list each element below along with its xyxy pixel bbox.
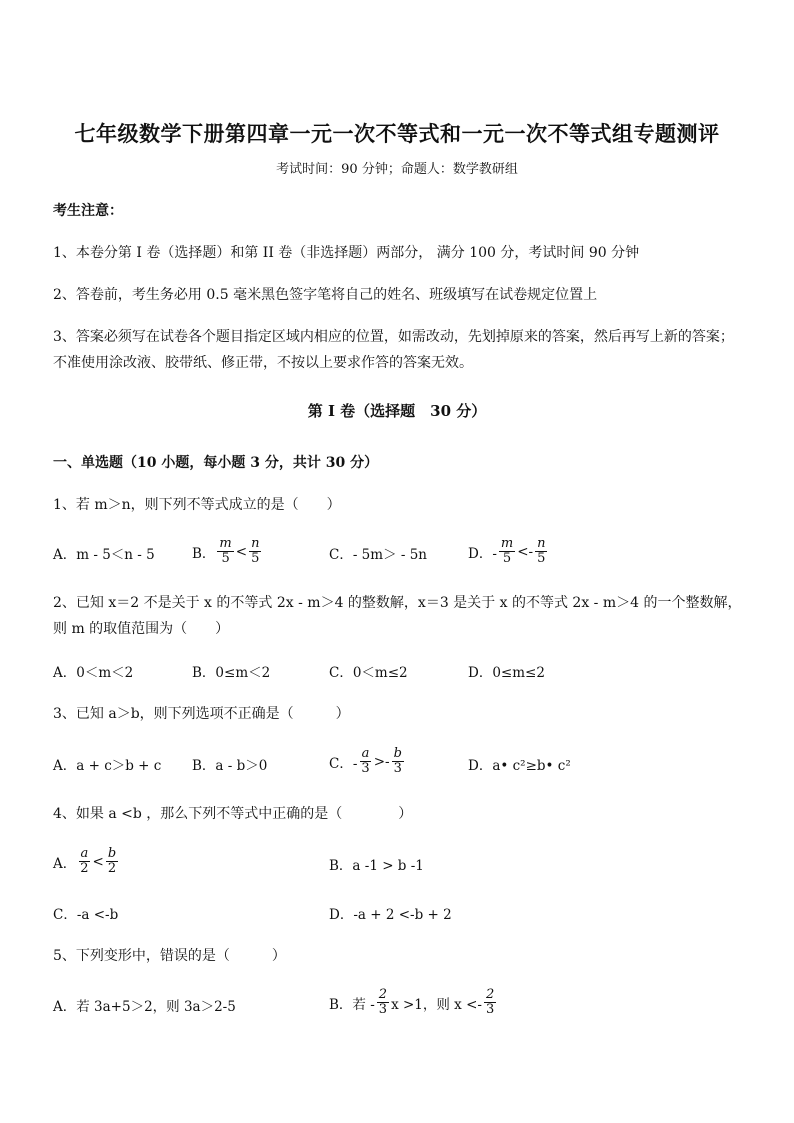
option-text: D．0≤m≤2 xyxy=(468,665,545,681)
option-prefix: A． xyxy=(53,855,77,872)
numerator: 2 xyxy=(378,987,388,1002)
option-prefix: B．若 - xyxy=(329,996,375,1013)
denominator: 5 xyxy=(502,551,512,566)
option-text: C．-a <-b xyxy=(53,907,119,923)
fraction xyxy=(392,747,404,776)
fraction xyxy=(78,847,90,876)
operator: < xyxy=(92,853,104,870)
numerator: m xyxy=(219,536,232,551)
part-heading: 一、单选题（10 小题，每小题 3 分，共计 30 分） xyxy=(53,455,379,471)
numerator: b xyxy=(107,846,117,861)
page-title: 七年级数学下册第四章一元一次不等式和一元一次不等式组专题测评 xyxy=(74,121,720,146)
question-3-option-c[interactable] xyxy=(329,747,406,776)
option-text: B．a -1 > b -1 xyxy=(329,858,424,874)
fraction xyxy=(499,537,515,566)
numerator: 2 xyxy=(485,987,495,1002)
denominator: 2 xyxy=(80,861,89,876)
section-title: 第 I 卷（选择题 30 分） xyxy=(307,402,487,420)
option-text: A．a + c＞b + c xyxy=(53,758,162,774)
option-text: A．m - 5＜n - 5 xyxy=(53,547,155,563)
numerator: m xyxy=(500,536,514,551)
question-3-option-a[interactable] xyxy=(53,754,161,774)
question-3-option-d[interactable] xyxy=(468,754,571,774)
option-text: B．a - b＞0 xyxy=(192,758,268,774)
fraction xyxy=(249,537,261,566)
fraction xyxy=(535,537,547,566)
question-2-option-b[interactable] xyxy=(192,661,270,681)
option-text: C．0＜m≤2 xyxy=(329,665,408,681)
question-2-option-c[interactable] xyxy=(329,661,408,681)
option-text: A．若 3a+5＞2，则 3a＞2-5 xyxy=(53,999,236,1015)
fraction xyxy=(217,537,233,566)
question-2-option-a[interactable] xyxy=(53,661,133,681)
numerator: a xyxy=(80,846,89,861)
denominator: 5 xyxy=(537,551,546,566)
question-2-stem: 2、已知 x＝2 不是关于 x 的不等式 2x - m＞4 的整数解，x＝3 是关于 x 的不等式 2x - m＞4 的一个整数解，则 m 的取值范围为（ ） xyxy=(53,595,742,637)
option-text: D．-a + 2 <-b + 2 xyxy=(329,907,452,923)
question-1-option-d[interactable] xyxy=(468,537,549,566)
fraction xyxy=(377,988,389,1017)
question-4-option-c[interactable] xyxy=(53,903,118,923)
denominator: 5 xyxy=(251,551,260,566)
exam-info: 考试时间：90 分钟；命题人：数学教研组 xyxy=(276,162,518,177)
denominator: 3 xyxy=(393,761,402,776)
question-4-option-b[interactable] xyxy=(329,854,424,874)
notice-item-1: 1、本卷分第 I 卷（选择题）和第 II 卷（非选择题）两部分， 满分 100 分，考试时间 90 分钟 xyxy=(53,245,640,261)
question-1-option-c[interactable] xyxy=(329,543,427,563)
denominator: 3 xyxy=(485,1002,495,1017)
option-prefix: D．- xyxy=(468,545,497,562)
notice-item-3: 3、答案必须写在试卷各个题目指定区域内相应的位置，如需改动，先划掉原来的答案，然后再写上新的答案；不准使用涂改液、胶带纸、修正带，不按以上要求作答的答案无效。 xyxy=(53,329,734,371)
option-text: C．- 5m＞ - 5n xyxy=(329,547,428,563)
fraction xyxy=(359,747,371,776)
question-1-option-a[interactable] xyxy=(53,543,155,563)
operator: >- xyxy=(373,753,390,770)
question-5-option-b[interactable] xyxy=(329,988,498,1017)
option-prefix: C．- xyxy=(329,755,358,772)
question-3-stem: 3、已知 a＞b，则下列选项不正确是（ ） xyxy=(53,706,350,722)
fraction xyxy=(106,847,118,876)
question-4-option-a[interactable] xyxy=(53,847,120,876)
question-5-option-a[interactable] xyxy=(53,995,236,1015)
denominator: 2 xyxy=(107,861,117,876)
numerator: a xyxy=(361,746,370,761)
option-text: A．0＜m＜2 xyxy=(53,665,134,681)
fraction xyxy=(484,988,496,1017)
question-4-option-d[interactable] xyxy=(329,903,452,923)
numerator: b xyxy=(393,746,402,761)
question-3-option-b[interactable] xyxy=(192,754,267,774)
option-prefix: B． xyxy=(192,545,216,562)
option-mid-text: x >1，则 x <- xyxy=(391,996,482,1013)
option-text: B．0≤m＜2 xyxy=(192,665,271,681)
operator: <- xyxy=(517,543,534,560)
operator: < xyxy=(235,543,248,560)
question-5-stem: 5、下列变形中，错误的是（ ） xyxy=(53,948,286,964)
question-2-option-d[interactable] xyxy=(468,661,545,681)
denominator: 5 xyxy=(221,551,230,566)
denominator: 3 xyxy=(361,761,370,776)
question-4-stem: 4、如果 a <b ，那么下列不等式中正确的是（ ） xyxy=(53,806,413,822)
numerator: n xyxy=(537,536,546,551)
numerator: n xyxy=(251,536,260,551)
notice-item-2: 2、答卷前，考生务必用 0.5 毫米黑色签字笔将自己的姓名、班级填写在试卷规定位置上 xyxy=(53,287,598,303)
question-1-stem: 1、若 m＞n，则下列不等式成立的是（ ） xyxy=(53,497,341,513)
notice-heading: 考生注意： xyxy=(53,203,123,219)
question-1-option-b[interactable] xyxy=(192,537,263,566)
option-text: D．a• c²≥b• c² xyxy=(468,758,571,774)
denominator: 3 xyxy=(378,1002,388,1017)
